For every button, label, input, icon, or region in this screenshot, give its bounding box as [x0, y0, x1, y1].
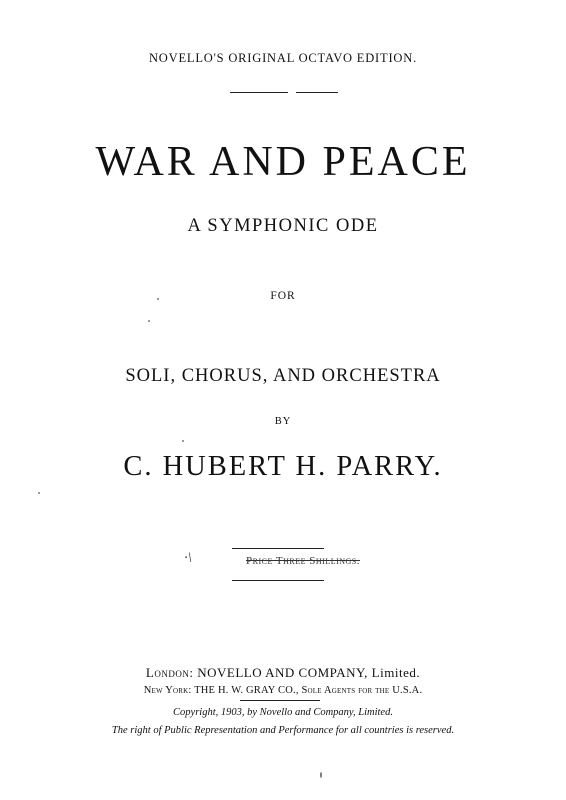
price-rule-top	[232, 548, 324, 549]
performing-forces: SOLI, CHORUS, AND ORCHESTRA	[125, 366, 441, 386]
paper-speck	[320, 772, 322, 778]
edition-line: NOVELLO'S ORIGINAL OCTAVO EDITION.	[148, 51, 417, 65]
publisher-london	[0, 665, 566, 681]
edition-divider-right	[296, 92, 338, 93]
paper-speck	[182, 440, 184, 442]
publisher-divider	[240, 700, 320, 701]
price-struck: Price Three Shillings.	[246, 555, 360, 567]
work-subtitle: A SYMPHONIC ODE	[187, 216, 379, 236]
handwritten-mark: ·\	[184, 550, 192, 566]
ny-city: New York:	[143, 685, 192, 696]
for-label: FOR	[270, 290, 296, 302]
price-line	[0, 555, 566, 567]
price-rule-bottom	[232, 580, 324, 581]
publisher-new-york	[0, 685, 566, 696]
edition-divider-left	[230, 92, 288, 93]
paper-speck	[157, 298, 159, 300]
ny-firm: THE H. W. GRAY CO.,	[194, 685, 299, 696]
by-label: BY	[274, 416, 292, 427]
paper-speck	[148, 320, 150, 322]
london-city: London:	[145, 665, 194, 680]
work-title: WAR AND PEACE	[95, 139, 471, 185]
composer-name: C. HUBERT H. PARRY.	[123, 451, 443, 482]
copyright-prefix: Copyright, 1903,	[173, 707, 245, 718]
ny-agents: Sole Agents for the U.S.A.	[301, 685, 423, 696]
paper-speck	[38, 492, 40, 494]
copyright-line	[0, 707, 566, 718]
rights-notice: The right of Public Representation and Performance for all countries is reserved.	[111, 725, 455, 736]
copyright-holder: by Novello and Company, Limited.	[247, 707, 393, 718]
london-firm: NOVELLO AND COMPANY, Limited.	[197, 665, 421, 680]
